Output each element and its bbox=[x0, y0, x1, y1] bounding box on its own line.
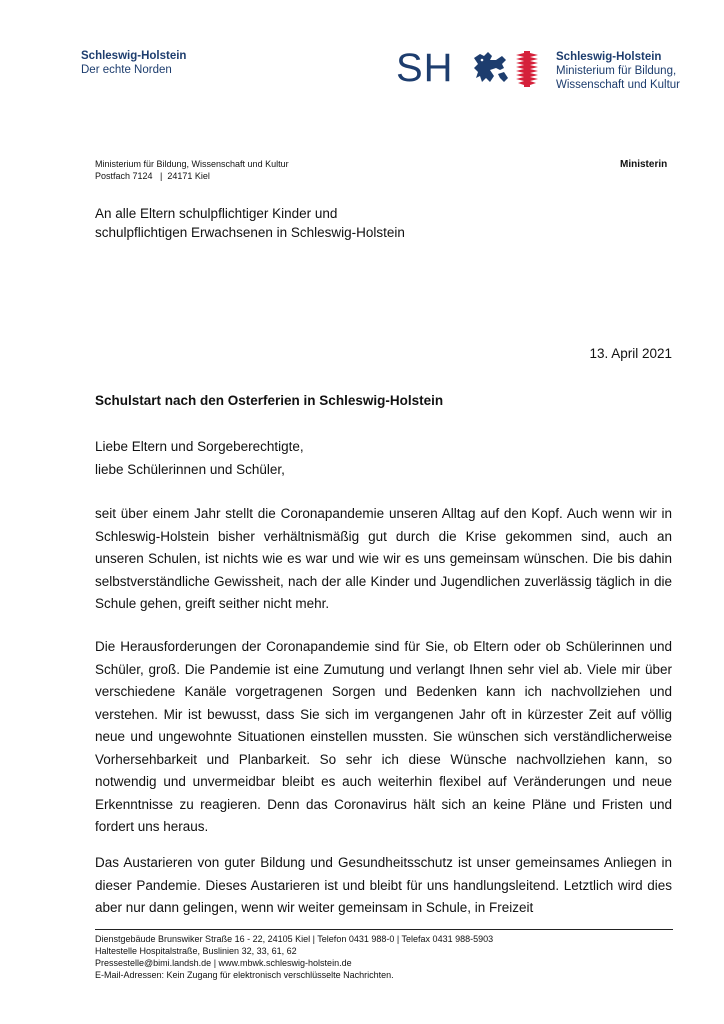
ministry-state: Schleswig-Holstein bbox=[556, 51, 662, 63]
greeting bbox=[95, 436, 304, 481]
footer-line-4: E-Mail-Adressen: Kein Zugang für elektronisch verschlüsselte Nachrichten. bbox=[95, 970, 394, 980]
nettle-leaf-icon bbox=[514, 49, 540, 89]
greeting-line-1: Liebe Eltern und Sorgeberechtigte, bbox=[95, 439, 304, 454]
sender-line-1: Ministerium für Bildung, Wissenschaft und Kultur bbox=[95, 159, 289, 169]
sender-line-2: Postfach 7124 | 24171 Kiel bbox=[95, 170, 210, 181]
footer-line-2: Haltestelle Hospitalstraße, Buslinien 32, 33, 61, 62 bbox=[95, 946, 297, 956]
body-paragraph-2: Die Herausforderungen der Coronapandemie sind für Sie, ob Eltern oder ob Schülerinnen und Schüler, groß. Die Pandemie ist eine Zumutung und verlangt Ihnen sehr viel ab. Viele mir über verschiedene Kanäle vorgetragenen Sorgen und Bedenken kann ich nachvollziehen und verstehen. Mir ist bewusst, dass Sie sich im vergangenen Jahr oft in kürzester Zeit auf völlig neue und ungewohnte Situationen einstellen mussten. Sie wünschen sich verständlicherweise Vorhersehbarkeit und Planbarkeit. So sehr ich diese Wünsche nachvollziehen kann, so notwendig und unvermeidbar bleibt es auch weiterhin flexibel auf Veränderungen und neue Erkenntnisse zu reagieren. Denn das Coronavirus hält sich an keine Pläne und Fristen und fordert uns heraus. bbox=[95, 639, 672, 834]
ministry-line-1: Ministerium für Bildung, bbox=[556, 65, 677, 77]
ministry-block bbox=[556, 50, 680, 92]
sh-logo-letters: SH bbox=[396, 46, 454, 90]
footer-line-1: Dienstgebäude Brunswiker Straße 16 - 22, 24105 Kiel | Telefon 0431 988-0 | Telefax 0431 988-5903 bbox=[95, 934, 494, 944]
recipient-address: An alle Eltern schulpflichtiger Kinder und schulpflichtigen Erwachsenen in Schleswig-Holstein bbox=[95, 206, 405, 240]
brand-name: Schleswig-Holstein bbox=[81, 50, 187, 62]
body-paragraph-3: Das Austarieren von guter Bildung und Gesundheitsschutz ist unser gemeinsames Anliegen in dieser Pandemie. Dieses Austarieren ist und bleibt für uns handlungsleitend. Letztlich wird dies aber nur dann gelingen, wenn wir weiter gemeinsam in Schule, in Freizeit bbox=[95, 855, 672, 915]
body-paragraph-1: seit über einem Jahr stellt die Coronapandemie unseren Alltag auf den Kopf. Auch wenn wir in Schleswig-Holstein bisher verhältnismäßig gut durch die Krise gekommen sind, auch an unseren Schulen, ist nichts wie es war und wie wir es uns gemeinsam wünschen. Die bis dahin selbstverständliche Gewissheit, nach der alle Kinder und Jugendlichen zuverlässig täglich in die Schule gehen, greift seither nicht mehr. bbox=[95, 506, 672, 611]
sender-address bbox=[95, 159, 289, 182]
ministry-line-2: Wissenschaft und Kultur bbox=[556, 79, 681, 91]
brand-tagline: Der echte Norden bbox=[81, 64, 172, 76]
footer bbox=[95, 933, 493, 981]
sender-role: Ministerin bbox=[620, 159, 668, 170]
letter-subject: Schulstart nach den Osterferien in Schleswig-Holstein bbox=[95, 393, 444, 408]
greeting-line-2: liebe Schülerinnen und Schüler, bbox=[95, 461, 285, 477]
footer-line-3: Pressestelle@bimi.landsh.de | www.mbwk.schleswig-holstein.de bbox=[95, 958, 352, 968]
footer-divider bbox=[95, 929, 673, 930]
letter-date: 13. April 2021 bbox=[589, 346, 672, 361]
lion-icon bbox=[470, 48, 510, 88]
